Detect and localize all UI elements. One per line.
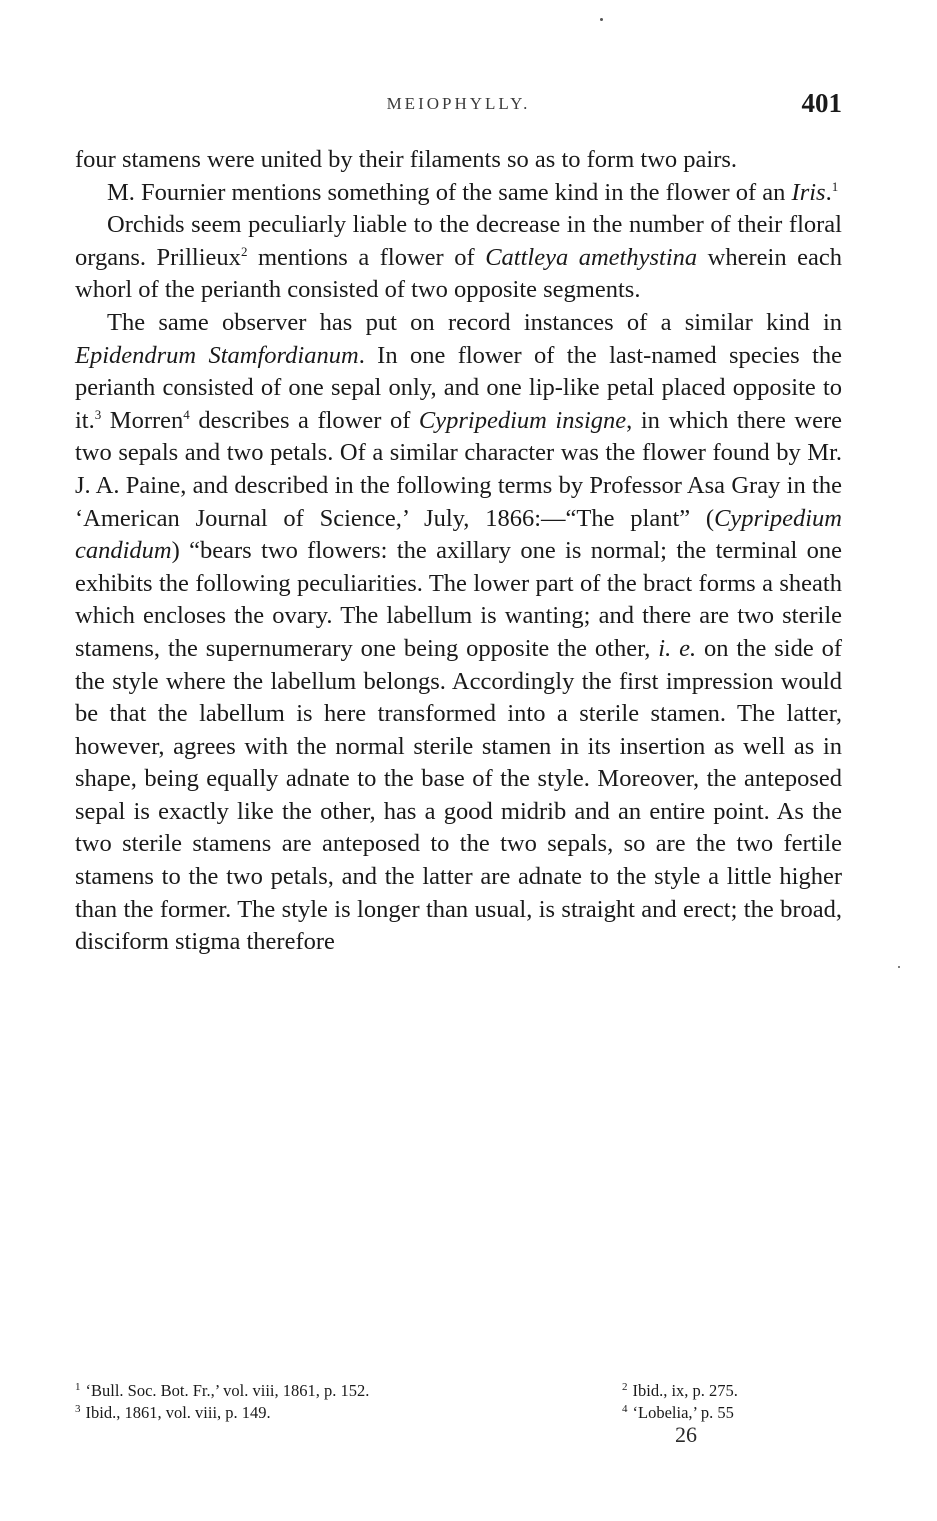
paragraph-4-text-a: The same observer has put on record instances of a similar kind in bbox=[107, 308, 842, 336]
paragraph-2-text-b: . bbox=[825, 178, 832, 206]
paragraph-1-text: four stamens were united by their filaments so as to form two pairs. bbox=[75, 146, 738, 173]
paragraph-4-text-g: on the side of the style where the labellum belongs. Accordingly the first impression would be that the labellum is here transformed into a sterile stamen. The latter, however, agrees with the normal sterile stamen in its insertion as well as in shape, being equally adnate to the base of the style. Moreover, the anteposed sepal is exactly like the other, has a good midrib and an entire point. As the two sterile stamens are anteposed to the two sepals, so are the two fertile stamens to the two petals, and the latter are adnate to the style a little higher than the former. The style is longer than usual, is straight and erect; the broad, disciform stigma therefore bbox=[75, 634, 842, 956]
paragraph-3 bbox=[75, 209, 842, 307]
signature-mark: 26 bbox=[675, 1422, 697, 1447]
footnote-2-text: Ibid., ix, p. 275. bbox=[632, 1381, 738, 1400]
paragraph-3-italic-cattleya: Cattleya amethystina bbox=[485, 243, 698, 271]
footnotes bbox=[75, 1380, 842, 1424]
paragraph-4-text-b: . In one flower of the last-named species the perianth consisted of one sepal only, and one lip-like petal placed opposite to it. bbox=[75, 341, 843, 434]
footnote-ref-1: 1 bbox=[831, 178, 839, 194]
paragraph-4-text-d: describes a flower of bbox=[189, 406, 419, 434]
footnote-4 bbox=[622, 1402, 842, 1424]
footnote-ref-2: 2 bbox=[240, 243, 248, 259]
body-text bbox=[75, 144, 842, 959]
paragraph-3-text-b: mentions a flower of bbox=[247, 243, 486, 271]
footnote-2-number: 2 bbox=[622, 1380, 628, 1393]
paper-speck bbox=[600, 18, 603, 21]
paragraph-2 bbox=[75, 177, 842, 210]
footnote-1-text: ‘Bull. Soc. Bot. Fr.,’ vol. viii, 1861, p. 152. bbox=[85, 1381, 370, 1400]
paragraph-4-italic-cypripedium-candidum: Cypripedium candidum bbox=[75, 504, 842, 565]
footnote-1 bbox=[75, 1380, 369, 1402]
page-header bbox=[75, 88, 842, 128]
paragraph-2-text-a: M. Fournier mentions something of the same kind in the flower of an bbox=[107, 178, 792, 206]
paragraph-4-text-e: , in which there were two sepals and two petals. Of a similar character was the flower found by Mr. J. A. Paine, and described in the following terms by Professor Asa Gray in the ‘American Journal of Science,’ July, 1866:—“The plant” ( bbox=[75, 406, 842, 532]
footnote-ref-4: 4 bbox=[183, 406, 190, 422]
footnote-3-number: 3 bbox=[75, 1402, 81, 1415]
footnote-row-2 bbox=[75, 1402, 842, 1424]
footnote-ref-3: 3 bbox=[94, 406, 102, 422]
footnote-4-text: ‘Lobelia,’ p. 55 bbox=[632, 1403, 734, 1422]
footnote-1-number: 1 bbox=[75, 1380, 81, 1393]
paragraph-4-italic-ie: i. e. bbox=[658, 634, 697, 662]
paragraph-1 bbox=[75, 144, 842, 177]
footnote-3 bbox=[75, 1402, 271, 1424]
paper-speck bbox=[898, 966, 900, 968]
paragraph-4-text-c: Morren bbox=[101, 406, 184, 434]
paragraph-4-italic-cypripedium-insigne: Cypripedium insigne bbox=[418, 406, 627, 434]
footnote-2 bbox=[622, 1380, 842, 1402]
page-number: 401 bbox=[801, 88, 842, 118]
paragraph-4 bbox=[75, 307, 842, 959]
paragraph-4-text-f: ) “bears two flowers: the axillary one is normal; the terminal one exhibits the following peculiarities. The lower part of the bract forms a sheath which encloses the ovary. The labellum is wanting; and there are two sterile stamens, the supernumerary one being opposite the other, bbox=[75, 537, 842, 662]
footnote-row-1 bbox=[75, 1380, 842, 1402]
footnote-4-number: 4 bbox=[622, 1402, 628, 1415]
paragraph-2-italic-iris: Iris bbox=[791, 178, 826, 206]
footnote-3-text: Ibid., 1861, vol. viii, p. 149. bbox=[85, 1403, 271, 1422]
paragraph-4-italic-epidendrum: Epidendrum Stamfordianum bbox=[75, 341, 359, 369]
paragraph-3-text-a: Orchids seem peculiarly liable to the decrease in the number of their floral organs. Prillieux bbox=[75, 211, 842, 271]
running-title: MEIOPHYLLY. bbox=[386, 94, 531, 113]
paragraph-3-text-c: wherein each whorl of the perianth consisted of two opposite segments. bbox=[75, 243, 842, 304]
